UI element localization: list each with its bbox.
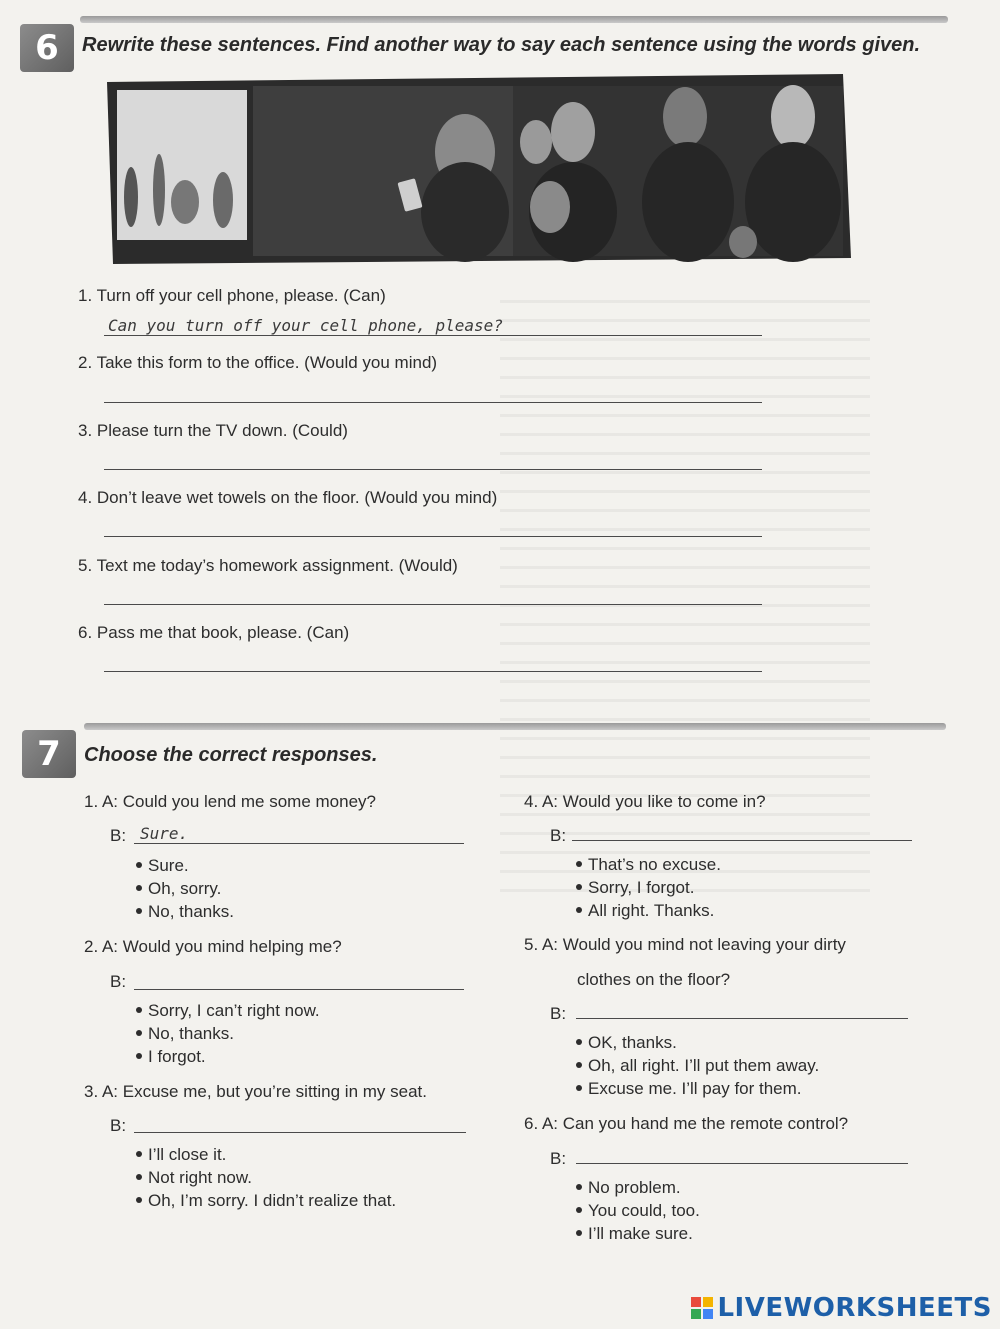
ex6-item-3: 3. Please turn the TV down. (Could) [78,421,348,440]
logo-square-green [691,1309,701,1319]
ex7-b-label-6: B: [550,1149,567,1168]
ex7-question-4: 4. A: Would you like to come in? [524,792,766,811]
ex7-b-label-2: B: [110,972,127,991]
ex6-item-5: 5. Text me today’s homework assignment. (Would) [78,556,458,575]
ex7-question-2: 2. A: Would you mind helping me? [84,937,342,956]
ex7-answer-6-input[interactable] [576,1163,908,1164]
ex7-b-label-1: B: [110,826,127,845]
section-7-bar [84,723,946,730]
bullet-icon [136,1053,142,1059]
bullet-icon [136,1197,142,1203]
bullet-icon [576,1085,582,1091]
ex7-question-3: 3. A: Excuse me, but you’re sitting in my seat. [84,1082,427,1101]
liveworksheets-logo-icon [691,1297,713,1319]
bullet-icon [576,1184,582,1190]
bullet-icon [136,908,142,914]
exercise-6-instruction: Rewrite these sentences. Find another way to say each sentence using the words given. [82,34,921,56]
ex7-5-option-2[interactable]: Oh, all right. I’ll put them away. [576,1056,819,1076]
bullet-icon [576,861,582,867]
ex7-5-option-3[interactable]: Excuse me. I’ll pay for them. [576,1079,802,1099]
ex7-3-option-3[interactable]: Oh, I’m sorry. I didn’t realize that. [136,1191,396,1211]
ex7-3-option-2[interactable]: Not right now. [136,1168,252,1188]
ex7-1-option-1[interactable]: Sure. [136,856,189,876]
ex6-item-1: 1. Turn off your cell phone, please. (Can) [78,286,386,305]
ex7-6-option-1[interactable]: No problem. [576,1178,681,1198]
bullet-icon [576,1062,582,1068]
ex6-answer-6-input[interactable] [104,671,762,672]
ex7-4-option-1[interactable]: That’s no excuse. [576,855,721,875]
ex7-b-label-4: B: [550,826,567,845]
logo-square-blue [703,1309,713,1319]
logo-square-yellow [703,1297,713,1307]
exercise-7-instruction: Choose the correct responses. [84,744,378,766]
ex6-answer-3-input[interactable] [104,469,762,470]
bullet-icon [136,1151,142,1157]
ex7-question-5-cont: clothes on the floor? [577,970,731,989]
ex7-question-6: 6. A: Can you hand me the remote control? [524,1114,849,1133]
ex7-6-option-2[interactable]: You could, too. [576,1201,700,1221]
ex6-item-4: 4. Don’t leave wet towels on the floor. (Would you mind) [78,488,498,507]
bullet-icon [136,1174,142,1180]
logo-square-red [691,1297,701,1307]
bullet-icon [576,1207,582,1213]
ex6-answer-4-input[interactable] [104,536,762,537]
ex7-answer-4-input[interactable] [572,840,912,841]
ex6-item-2: 2. Take this form to the office. (Would you mind) [78,353,438,372]
audience-illustration [103,72,855,264]
ex7-question-1: 1. A: Could you lend me some money? [84,792,376,811]
ex7-4-option-3[interactable]: All right. Thanks. [576,901,714,921]
bullet-icon [136,1030,142,1036]
ex6-answer-5-input[interactable] [104,604,762,605]
ex6-answer-1-input[interactable] [104,335,762,336]
bullet-icon [576,907,582,913]
bullet-icon [136,885,142,891]
ex7-6-option-3[interactable]: I’ll make sure. [576,1224,693,1244]
ex6-item-6: 6. Pass me that book, please. (Can) [78,623,350,642]
liveworksheets-wordmark: LIVEWORKSHEETS [717,1293,992,1323]
section-6-bar [80,16,948,23]
exercise-6-number: 6 [20,24,74,72]
ex7-2-option-2[interactable]: No, thanks. [136,1024,234,1044]
bullet-icon [576,884,582,890]
ex7-2-option-1[interactable]: Sorry, I can’t right now. [136,1001,320,1021]
exercise-7-number: 7 [22,730,76,778]
ex6-answer-2-input[interactable] [104,402,762,403]
ex7-1-option-3[interactable]: No, thanks. [136,902,234,922]
ex7-answer-2-input[interactable] [134,989,464,990]
ex7-answer-1-text: Sure. [140,824,189,843]
ex7-1-option-2[interactable]: Oh, sorry. [136,879,221,899]
bullet-icon [136,862,142,868]
ex6-answer-1-text: Can you turn off your cell phone, please? [108,316,503,335]
ex7-2-option-3[interactable]: I forgot. [136,1047,206,1067]
ex7-answer-5-input[interactable] [576,1018,908,1019]
ex7-answer-1-input[interactable] [134,843,464,844]
liveworksheets-brand [691,1293,992,1323]
bullet-icon [136,1007,142,1013]
ex7-b-label-3: B: [110,1116,127,1135]
ex7-4-option-2[interactable]: Sorry, I forgot. [576,878,694,898]
ex7-3-option-1[interactable]: I’ll close it. [136,1145,226,1165]
ex7-b-label-5: B: [550,1004,567,1023]
ex7-answer-3-input[interactable] [134,1132,466,1133]
bullet-icon [576,1039,582,1045]
ex7-5-option-1[interactable]: OK, thanks. [576,1033,677,1053]
bullet-icon [576,1230,582,1236]
ex7-question-5: 5. A: Would you mind not leaving your dirty [524,935,846,954]
